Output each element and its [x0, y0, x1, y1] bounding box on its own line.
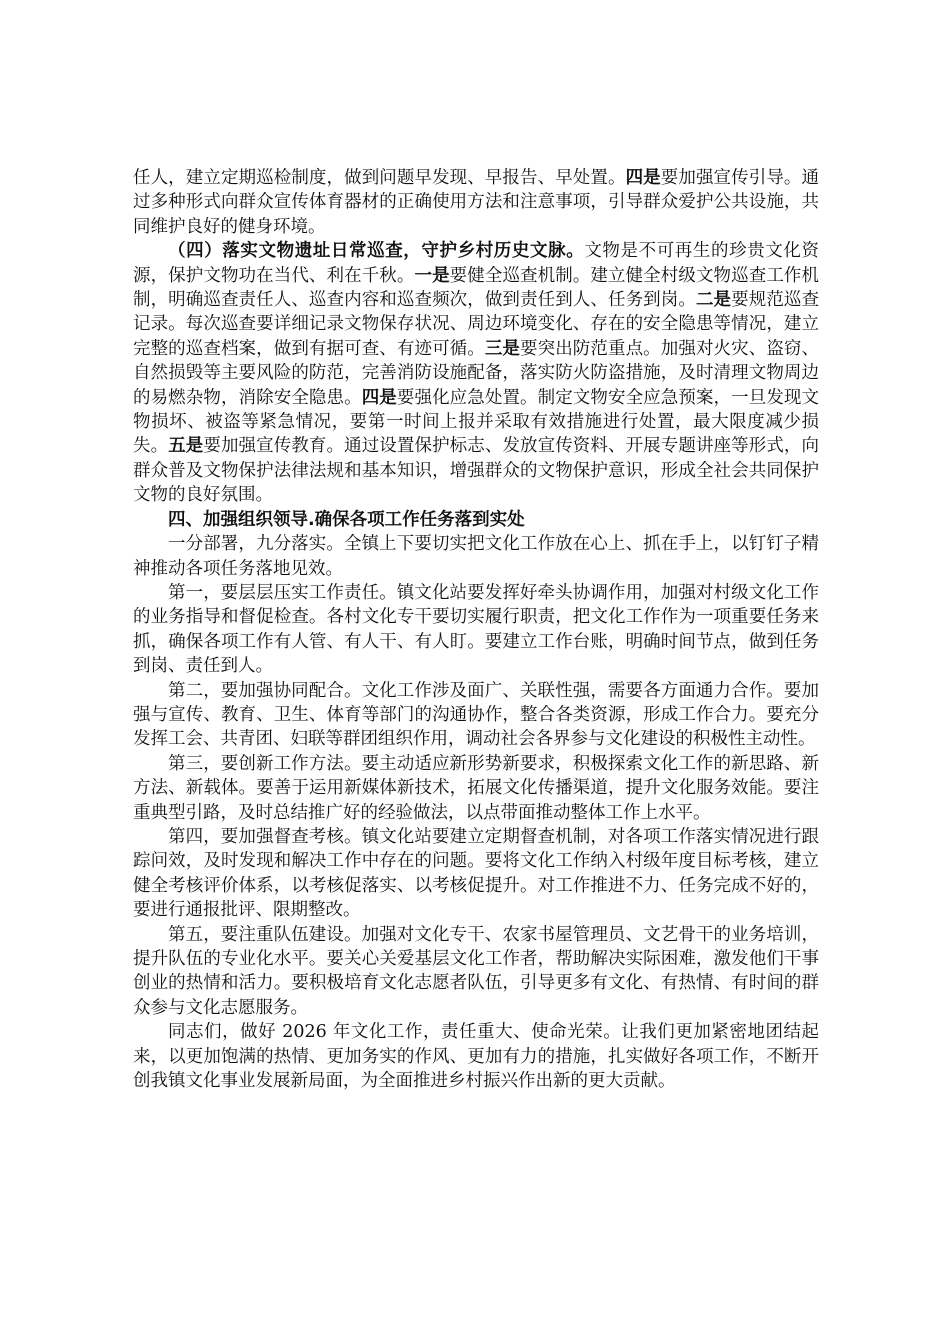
section-heading: [133, 508, 819, 532]
text-run: 要加强宣传引导。通过多种形式向群众宣传体育器材的正确使用方法和注意事项，引导群众爱护公共设施，共同维护良好的健身环境。: [133, 168, 820, 237]
text-run: 第三，要创新工作方法。要主动适应新形势新要求，积极探索文化工作的新思路、新方法、新载体。要善于运用新媒体新技术，拓展文化传播渠道，提升文化服务效能。要注重典型引路，及时总结推广好的经验做法，以点带面推动整体工作上水平。: [133, 753, 819, 823]
document-body: [133, 166, 819, 1093]
text-run: 第五，要注重队伍建设。加强对文化专干、农家书屋管理员、文艺骨干的业务培训，提升队伍的专业化水平。要关心关爱基层文化工作者，帮助解决实际困难，激发他们干事创业的热情和活力。要积极培育文化志愿者队伍，引导更多有文化、有热情、有时间的群众参与文化志愿服务。: [133, 924, 819, 1018]
paragraph-closing: [133, 1020, 819, 1093]
paragraph-third: [133, 752, 819, 825]
text-run: 要强化应急处置。制定文物安全应急预案，一旦发现文物损坏、被盗等紧急情况，要第一时间上报并采取有效措施进行处置，最大限度减少损失。: [133, 387, 820, 457]
bold-marker: 三是: [484, 338, 521, 359]
text-run: 要健全巡查机制。建立健全村级文物巡查工作机制，明确巡查责任人、巡查内容和巡查频次，做到责任到人、任务到岗。: [133, 265, 820, 311]
text-run: 要加强宣传教育。通过设置保护标志、发放宣传资料、开展专题讲座等形式，向群众普及文物保护法律法规和基本知识，增强群众的文物保护意识，形成全社会共同保护文物的良好氛围。: [133, 436, 820, 506]
text-run: 第四，要加强督查考核。镇文化站要建立定期督查机制，对各项工作落实情况进行跟踪问效，及时发现和解决工作中存在的问题。要将文化工作纳入村级年度目标考核，建立健全考核评价体系，以考核促落实、以考核促提升。对工作推进不力、任务完成不好的，要进行通报批评、限期整改。: [133, 826, 819, 921]
paragraph-fitness-continuation: [133, 166, 819, 239]
text-run: 任人，建立定期巡检制度，做到问题早发现、早报告、早处置。: [133, 168, 626, 188]
text-run: 要规范巡查记录。每次巡查要详细记录文物保存状况、周边环境变化、存在的安全隐患等情况，建立完整的巡查档案，做到有据可查、有迹可循。: [133, 290, 820, 359]
text-run: 第一，要层层压实工作责任。镇文化站要发挥好牵头协调作用，加强对村级文化工作的业务指导和督促检查。各村文化专干要切实履行职责，把文化工作作为一项重要任务来抓，确保各项工作有人管、有人干、有人盯。要建立工作台账，明确时间节点，做到任务到岗、责任到人。: [133, 582, 819, 677]
bold-marker: 二是: [695, 290, 732, 311]
subsection-heading: （四）落实文物遗址日常巡查，守护乡村历史文脉。: [168, 241, 585, 262]
bold-marker: 五是: [168, 436, 204, 457]
bold-marker: 四是: [361, 387, 397, 408]
text-run: 一分部署，九分落实。全镇上下要切实把文化工作放在心上、抓在手上，以钉钉子精神推动各项任务落地见效。: [133, 534, 819, 579]
text-run: 要突出防范重点。加强对火灾、盗窃、自然损毁等主要风险的防范，完善消防设施配备，落实防火防盗措施，及时清理文物周边的易燃杂物，消除安全隐患。: [133, 338, 820, 408]
bold-marker: 一是: [414, 265, 450, 286]
paragraph-first: [133, 581, 819, 679]
text-run: 文物是不可再生的珍贵文化资源，保护文物功在当代、利在千秋。: [133, 241, 820, 286]
text-run: 第二，要加强协同配合。文化工作涉及面广、关联性强，需要各方面通力合作。要加强与宣传、教育、卫生、体育等部门的沟通协作，整合各类资源，形成工作合力。要充分发挥工会、共青团、妇联等群团组织作用，调动社会各界参与文化建设的积极性主动性。: [133, 680, 819, 750]
section-heading-text: 四、加强组织领导.确保各项工作任务落到实处: [168, 509, 525, 530]
paragraph-fourth: [133, 825, 819, 923]
paragraph-fifth: [133, 923, 819, 1021]
paragraph-intro: [133, 532, 819, 581]
text-run: 同志们，做好 2026 年文化工作，责任重大、使命光荣。让我们更加紧密地团结起来，以更加饱满的热情、更加务实的作风、更加有力的措施，扎实做好各项工作，不断开创我镇文化事业发展新局面，为全面推进乡村振兴作出新的更大贡献。: [133, 1022, 819, 1092]
paragraph-heritage-patrol: [133, 239, 819, 507]
bold-marker: 四是: [625, 168, 661, 188]
paragraph-second: [133, 679, 819, 752]
